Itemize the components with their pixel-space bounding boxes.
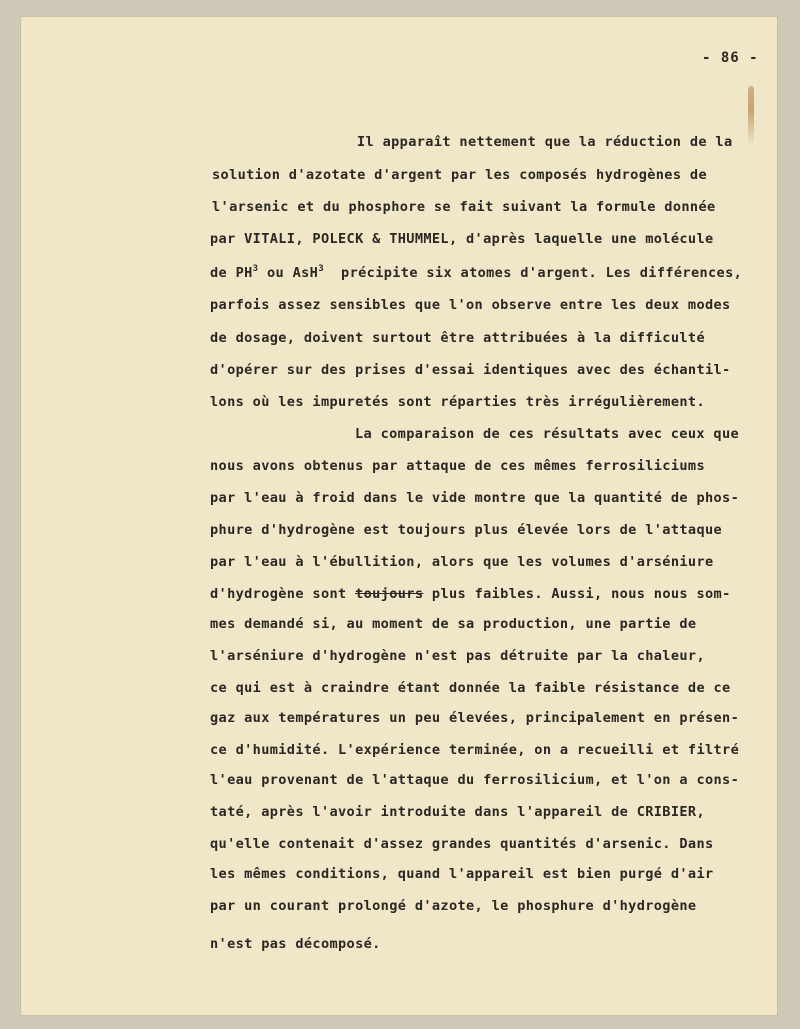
text-line: phure d'hydrogène est toujours plus élevée lors de l'attaque xyxy=(210,522,723,538)
page-number: - 86 - xyxy=(702,50,759,66)
struck-word: toujours xyxy=(355,586,424,602)
text-line: d'opérer sur des prises d'essai identiques avec des échantil- xyxy=(210,362,731,378)
text-line: taté, après l'avoir introduite dans l'appareil de CRIBIER, xyxy=(210,804,705,820)
text-line: qu'elle contenait d'assez grandes quantités d'arsenic. Dans xyxy=(210,836,714,852)
text-line: l'arsenic et du phosphore se fait suivant la formule donnée xyxy=(212,199,716,215)
text-fragment: plus faibles. Aussi, nous nous som- xyxy=(423,586,731,602)
text-line: La comparaison de ces résultats avec ceux que xyxy=(355,426,740,442)
text-line: de dosage, doivent surtout être attribuées à la difficulté xyxy=(210,330,705,346)
text-line: nous avons obtenus par attaque de ces mêmes ferrosiliciums xyxy=(210,458,705,474)
text-line: mes demandé si, au moment de sa production, une partie de xyxy=(210,616,697,632)
text-line: par l'eau à froid dans le vide montre que la quantité de phos- xyxy=(210,490,740,506)
text-line: l'eau provenant de l'attaque du ferrosilicium, et l'on a cons- xyxy=(210,772,740,788)
text-fragment: d'hydrogène sont xyxy=(210,586,356,602)
text-fragment: ou AsH xyxy=(258,265,319,281)
text-line: gaz aux températures un peu élevées, principalement en présen- xyxy=(210,710,740,726)
text-line: lons où les impuretés sont réparties très irrégulièrement. xyxy=(210,394,705,410)
document-page xyxy=(20,16,778,1016)
text-line: les mêmes conditions, quand l'appareil est bien purgé d'air xyxy=(210,866,714,882)
superscript: 3 xyxy=(252,264,259,274)
text-line: ce d'humidité. L'expérience terminée, on a recueilli et filtré xyxy=(210,742,740,758)
text-line: n'est pas décomposé. xyxy=(210,936,381,952)
text-line: parfois assez sensibles que l'on observe entre les deux modes xyxy=(210,297,731,313)
text-line: ce qui est à craindre étant donnée la faible résistance de ce xyxy=(210,680,731,696)
margin-stain xyxy=(748,86,754,146)
text-line-formula xyxy=(210,264,742,281)
text-line: Il apparaît nettement que la réduction de la xyxy=(357,134,733,150)
text-fragment: précipite six atomes d'argent. Les différences, xyxy=(323,265,743,281)
text-line: solution d'azotate d'argent par les composés hydrogènes de xyxy=(212,167,707,183)
text-line: l'arséniure d'hydrogène n'est pas détruite par la chaleur, xyxy=(210,648,705,664)
text-fragment: de PH xyxy=(210,265,253,281)
text-line-strike xyxy=(210,586,731,602)
text-line: par l'eau à l'ébullition, alors que les volumes d'arséniure xyxy=(210,554,714,570)
text-line: par VITALI, POLECK & THUMMEL, d'après laquelle une molécule xyxy=(210,231,714,247)
superscript: 3 xyxy=(318,264,324,274)
text-line: par un courant prolongé d'azote, le phosphure d'hydrogène xyxy=(210,898,697,914)
